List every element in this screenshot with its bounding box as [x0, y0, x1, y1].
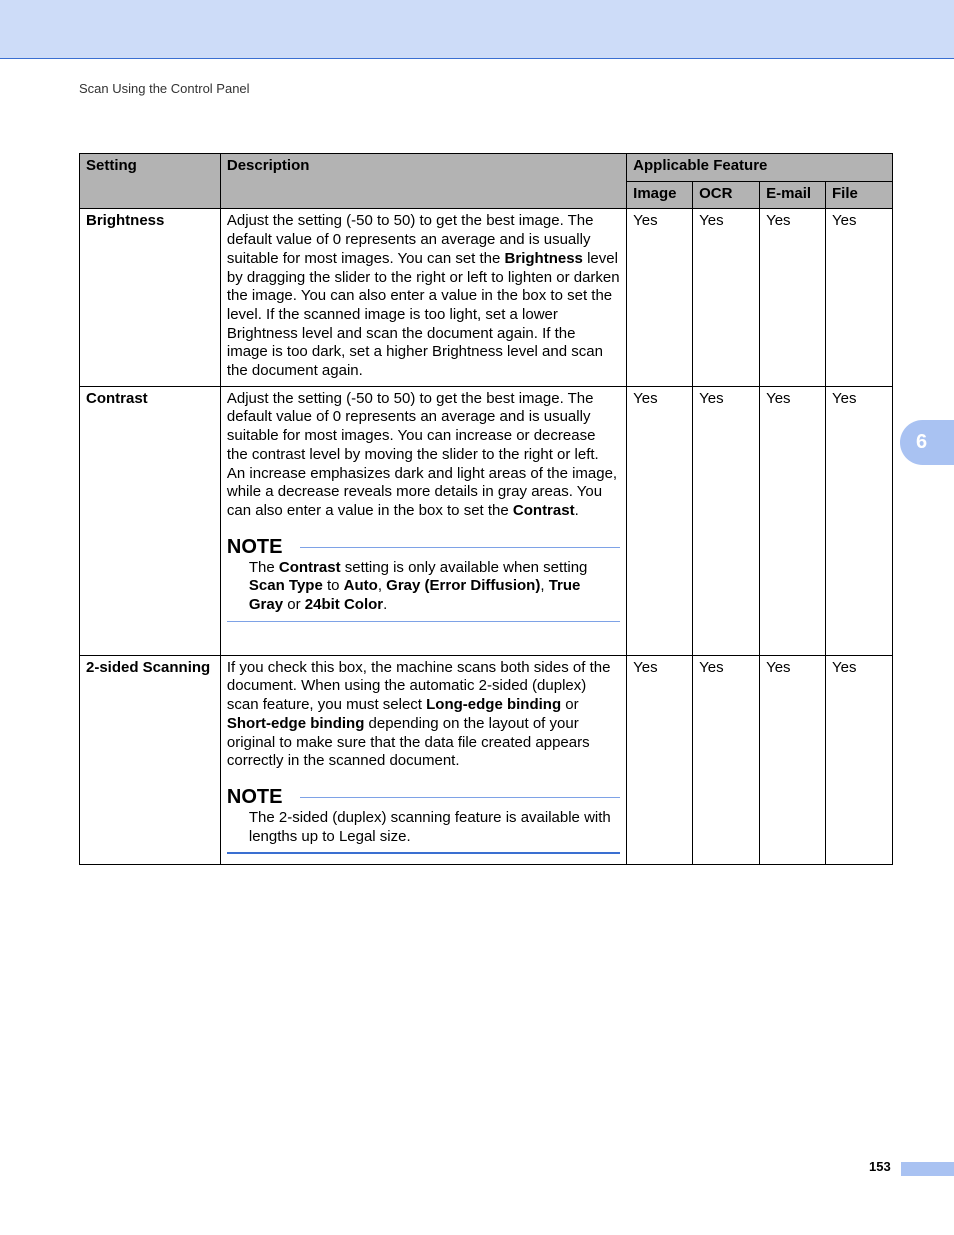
bold-term: Contrast: [278, 558, 341, 576]
feature-ocr: Yes: [693, 386, 760, 655]
bold-term: Short-edge binding: [226, 714, 365, 732]
note-divider: [300, 547, 620, 548]
text-run: Adjust the setting (-50 to 50) to get the best image. The default value of 0 represents an average and is usually suitable for most images. You can set the: [226, 212, 594, 267]
text-run: or: [561, 696, 579, 714]
text-run: or: [283, 596, 305, 614]
feature-email: Yes: [760, 655, 826, 864]
note-title: NOTE: [226, 785, 283, 808]
feature-ocr: Yes: [693, 655, 760, 864]
feature-image: Yes: [627, 386, 693, 655]
text-run: to: [322, 577, 344, 595]
feature-ocr: Yes: [693, 209, 760, 386]
text-run: level by dragging the slider to the right or left to lighten or darken the image. You can also enter a value in the box to set the level. If the scanned image is too light, set a lower Brightness level and scan the document again. If the image is too dark, set a higher Brightness level and scan the document again.: [226, 249, 620, 380]
header-description: Description: [220, 154, 626, 209]
bold-term: Brightness: [504, 249, 583, 267]
note-title: NOTE: [226, 535, 283, 558]
note-block: [227, 535, 620, 622]
setting-description: [220, 209, 626, 386]
text-run: Adjust the setting (-50 to 50) to get the best image. The default value of 0 represents an average and is usually suitable for most images. You can increase or decrease the contrast level by moving the slider to the right or left. An increase emphasizes dark and light areas of the image, while a decrease reveals more details in gray areas. You can also enter a value in the box to set the: [226, 389, 618, 519]
bold-term: Contrast: [512, 501, 575, 519]
table-row-brightness: [80, 209, 893, 386]
note-block: [227, 785, 620, 854]
text-run: setting is only available when setting: [340, 558, 588, 576]
note-divider: [300, 797, 620, 798]
description-text: [227, 659, 620, 771]
setting-name: 2-sided Scanning: [80, 655, 221, 864]
bold-term: Auto: [343, 577, 378, 595]
page-number-bar: [901, 1162, 954, 1176]
table-row-2-sided-scanning: [80, 655, 893, 864]
bold-term: Long-edge binding: [426, 696, 562, 714]
feature-image: Yes: [627, 655, 693, 864]
setting-description: [220, 655, 626, 864]
text-run: .: [383, 596, 388, 614]
feature-file: Yes: [826, 655, 893, 864]
scan-settings-table: [79, 153, 893, 865]
header-file: File: [826, 181, 893, 209]
text-run: depending on the layout of your original to make sure that the data file created appears correctly in the scanned document.: [226, 714, 590, 770]
table-row-contrast: [80, 386, 893, 655]
top-header-band: [0, 0, 954, 59]
text-run: ,: [540, 577, 549, 595]
page-number: 153: [869, 1159, 891, 1174]
chapter-tab: 6: [900, 420, 954, 465]
feature-email: Yes: [760, 209, 826, 386]
bold-term: Scan Type: [248, 577, 323, 595]
note-text: [227, 809, 620, 846]
bold-term: 24bit Color: [304, 596, 384, 614]
text-run: The: [248, 558, 279, 576]
text-run: .: [574, 501, 579, 519]
header-setting: Setting: [80, 154, 221, 209]
feature-file: Yes: [826, 209, 893, 386]
running-header: Scan Using the Control Panel: [79, 81, 250, 96]
text-run: If you check this box, the machine scans both sides of the document. When using the automatic 2-sided (duplex) scan feature, you must select: [226, 658, 611, 714]
header-image: Image: [627, 181, 693, 209]
description-text: [227, 212, 620, 380]
text-run: ,: [377, 577, 387, 595]
bold-term: True Gray: [248, 577, 581, 614]
feature-image: Yes: [627, 209, 693, 386]
feature-email: Yes: [760, 386, 826, 655]
header-email: E-mail: [760, 181, 826, 209]
setting-name: Contrast: [80, 386, 221, 655]
description-text: [227, 390, 620, 521]
bold-term: Gray (Error Diffusion): [386, 577, 541, 595]
header-applicable-feature: Applicable Feature: [627, 154, 893, 182]
text-run: The 2-sided (duplex) scanning feature is available with lengths up to Legal size.: [248, 808, 611, 845]
feature-file: Yes: [826, 386, 893, 655]
note-text: [227, 559, 620, 615]
header-ocr: OCR: [693, 181, 760, 209]
setting-description: [220, 386, 626, 655]
setting-name: Brightness: [80, 209, 221, 386]
